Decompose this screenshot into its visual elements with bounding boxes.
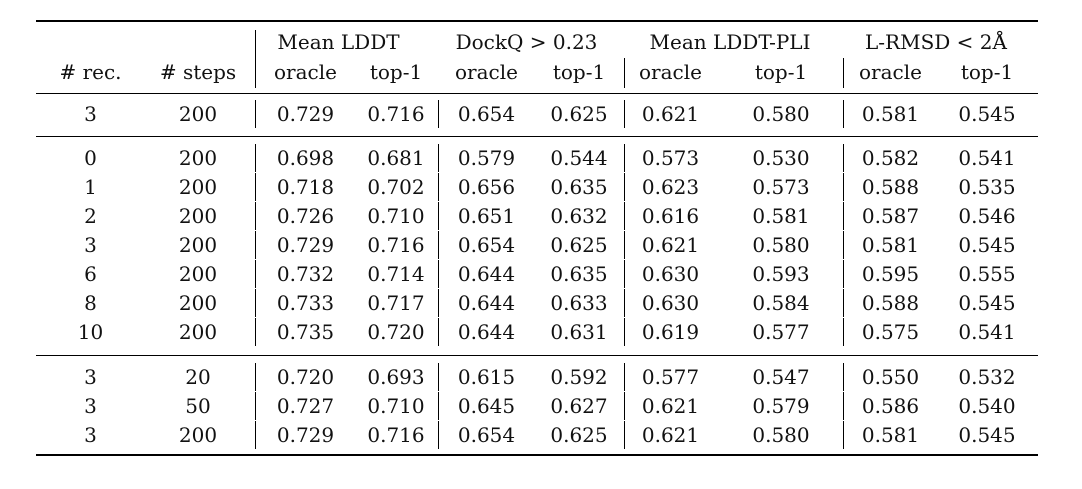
cell-pli-top1: 0.581	[752, 204, 810, 228]
bottom-rule	[36, 454, 1038, 456]
row-column-separator-2	[438, 231, 439, 259]
cell-rmsd-top1: 0.545	[958, 291, 1016, 315]
column-header-dockq-top1: top-1	[552, 60, 606, 84]
cell-steps: 200	[178, 233, 218, 257]
row-column-separator-2	[438, 260, 439, 288]
row-column-separator-1	[255, 100, 256, 128]
row-column-separator-4	[843, 144, 844, 172]
cell-pli-top1: 0.577	[752, 320, 810, 344]
header-separator-3	[624, 58, 625, 88]
cell-mean-lddt-oracle: 0.726	[276, 204, 335, 228]
cell-dockq-oracle: 0.644	[457, 262, 516, 286]
cell-mean-lddt-top1: 0.693	[367, 365, 425, 389]
row-column-separator-1	[255, 421, 256, 449]
cell-mean-lddt-oracle: 0.733	[276, 291, 335, 315]
cell-rec: 1	[84, 175, 97, 199]
cell-dockq-oracle: 0.656	[457, 175, 516, 199]
cell-rec: 3	[84, 233, 97, 257]
cell-pli-top1: 0.584	[752, 291, 810, 315]
cell-dockq-oracle: 0.654	[457, 423, 516, 447]
cell-pli-top1: 0.580	[752, 233, 810, 257]
row-column-separator-3	[624, 100, 625, 128]
group-header-mean-lddt: Mean LDDT	[277, 30, 400, 54]
cell-dockq-oracle: 0.654	[457, 233, 516, 257]
row-column-separator-1	[255, 231, 256, 259]
row-column-separator-4	[843, 318, 844, 346]
cell-dockq-top1: 0.627	[550, 394, 608, 418]
cell-mean-lddt-top1: 0.714	[367, 262, 425, 286]
cell-rmsd-top1: 0.545	[958, 102, 1016, 126]
column-header-steps: # steps	[159, 60, 237, 84]
row-column-separator-1	[255, 318, 256, 346]
cell-rec: 2	[84, 204, 97, 228]
header-rule	[36, 93, 1038, 94]
cell-pli-oracle: 0.577	[641, 365, 700, 389]
row-column-separator-4	[843, 173, 844, 201]
column-header-pli-oracle: oracle	[639, 60, 702, 84]
cell-steps: 200	[178, 423, 218, 447]
results-table	[36, 20, 1038, 456]
row-column-separator-3	[624, 318, 625, 346]
cell-dockq-oracle: 0.651	[457, 204, 516, 228]
header-separator-2	[255, 58, 256, 88]
cell-rmsd-top1: 0.541	[958, 146, 1016, 170]
cell-pli-oracle: 0.573	[641, 146, 700, 170]
column-header-dockq-oracle: oracle	[455, 60, 518, 84]
cell-dockq-top1: 0.631	[550, 320, 608, 344]
row-column-separator-1	[255, 173, 256, 201]
row-column-separator-2	[438, 363, 439, 391]
cell-mean-lddt-top1: 0.716	[367, 233, 425, 257]
row-column-separator-1	[255, 289, 256, 317]
column-header-rmsd-top1: top-1	[960, 60, 1014, 84]
cell-rmsd-top1: 0.541	[958, 320, 1016, 344]
row-column-separator-3	[624, 363, 625, 391]
cell-rmsd-oracle: 0.581	[861, 423, 920, 447]
header-separator-4	[843, 58, 844, 88]
row-column-separator-1	[255, 144, 256, 172]
row-column-separator-2	[438, 202, 439, 230]
cell-rec: 10	[77, 320, 104, 344]
group-header-l-rmsd: L-RMSD < 2Å	[865, 30, 1007, 54]
cell-rmsd-oracle: 0.595	[861, 262, 920, 286]
cell-mean-lddt-oracle: 0.727	[276, 394, 335, 418]
cell-mean-lddt-top1: 0.710	[367, 204, 425, 228]
cell-pli-top1: 0.530	[752, 146, 810, 170]
cell-pli-oracle: 0.630	[641, 291, 700, 315]
cell-rmsd-oracle: 0.588	[861, 175, 920, 199]
cell-dockq-top1: 0.635	[550, 262, 608, 286]
cell-mean-lddt-oracle: 0.718	[276, 175, 335, 199]
cell-mean-lddt-top1: 0.716	[367, 423, 425, 447]
cell-pli-oracle: 0.623	[641, 175, 700, 199]
row-column-separator-2	[438, 318, 439, 346]
cell-rmsd-oracle: 0.550	[861, 365, 920, 389]
cell-dockq-top1: 0.633	[550, 291, 608, 315]
cell-rec: 3	[84, 423, 97, 447]
row-column-separator-4	[843, 392, 844, 420]
cell-dockq-top1: 0.632	[550, 204, 608, 228]
cell-mean-lddt-top1: 0.716	[367, 102, 425, 126]
cell-rmsd-top1: 0.532	[958, 365, 1016, 389]
cell-rmsd-top1: 0.546	[958, 204, 1016, 228]
cell-steps: 200	[178, 204, 218, 228]
cell-rmsd-top1: 0.545	[958, 233, 1016, 257]
cell-rmsd-top1: 0.545	[958, 423, 1016, 447]
row-column-separator-4	[843, 202, 844, 230]
row-column-separator-4	[843, 260, 844, 288]
cell-rmsd-oracle: 0.582	[861, 146, 920, 170]
column-header-rec: # rec.	[59, 60, 122, 84]
cell-mean-lddt-oracle: 0.729	[276, 102, 335, 126]
cell-dockq-top1: 0.544	[550, 146, 608, 170]
row-column-separator-1	[255, 260, 256, 288]
cell-rmsd-oracle: 0.588	[861, 291, 920, 315]
cell-dockq-top1: 0.625	[550, 102, 608, 126]
cell-dockq-top1: 0.625	[550, 233, 608, 257]
cell-pli-top1: 0.580	[752, 102, 810, 126]
cell-steps: 200	[178, 262, 218, 286]
cell-mean-lddt-oracle: 0.729	[276, 233, 335, 257]
cell-dockq-oracle: 0.615	[457, 365, 516, 389]
row-column-separator-4	[843, 289, 844, 317]
group-header-mean-lddt-pli: Mean LDDT-PLI	[649, 30, 811, 54]
row-column-separator-3	[624, 144, 625, 172]
cell-mean-lddt-top1: 0.717	[367, 291, 425, 315]
cell-rmsd-oracle: 0.586	[861, 394, 920, 418]
cell-pli-top1: 0.579	[752, 394, 810, 418]
column-header-mean-lddt-top1: top-1	[369, 60, 423, 84]
cell-pli-top1: 0.593	[752, 262, 810, 286]
cell-rmsd-top1: 0.555	[958, 262, 1016, 286]
row-column-separator-3	[624, 392, 625, 420]
row-column-separator-2	[438, 173, 439, 201]
row-column-separator-3	[624, 202, 625, 230]
cell-mean-lddt-oracle: 0.729	[276, 423, 335, 447]
header-separator-1	[255, 30, 256, 58]
cell-dockq-oracle: 0.645	[457, 394, 516, 418]
cell-rec: 6	[84, 262, 97, 286]
cell-steps: 200	[178, 320, 218, 344]
cell-pli-oracle: 0.616	[641, 204, 700, 228]
section-rule-1	[36, 136, 1038, 137]
cell-rmsd-oracle: 0.581	[861, 233, 920, 257]
cell-dockq-top1: 0.635	[550, 175, 608, 199]
cell-steps: 200	[178, 146, 218, 170]
cell-steps: 50	[185, 394, 211, 418]
cell-dockq-oracle: 0.654	[457, 102, 516, 126]
cell-pli-top1: 0.580	[752, 423, 810, 447]
cell-pli-oracle: 0.621	[641, 423, 700, 447]
cell-rec: 0	[84, 146, 97, 170]
row-column-separator-2	[438, 100, 439, 128]
cell-rmsd-oracle: 0.581	[861, 102, 920, 126]
column-header-pli-top1: top-1	[754, 60, 808, 84]
cell-steps: 200	[178, 291, 218, 315]
cell-steps: 200	[178, 175, 218, 199]
cell-mean-lddt-top1: 0.702	[367, 175, 425, 199]
cell-mean-lddt-oracle: 0.698	[276, 146, 335, 170]
cell-mean-lddt-top1: 0.681	[367, 146, 425, 170]
cell-rmsd-oracle: 0.587	[861, 204, 920, 228]
cell-mean-lddt-oracle: 0.735	[276, 320, 335, 344]
cell-dockq-oracle: 0.579	[457, 146, 516, 170]
cell-dockq-top1: 0.592	[550, 365, 608, 389]
row-column-separator-3	[624, 231, 625, 259]
cell-dockq-top1: 0.625	[550, 423, 608, 447]
section-rule-2	[36, 355, 1038, 356]
cell-dockq-oracle: 0.644	[457, 291, 516, 315]
cell-rec: 8	[84, 291, 97, 315]
row-column-separator-4	[843, 363, 844, 391]
row-column-separator-2	[438, 289, 439, 317]
row-column-separator-4	[843, 421, 844, 449]
cell-pli-oracle: 0.619	[641, 320, 700, 344]
row-column-separator-2	[438, 392, 439, 420]
cell-rmsd-top1: 0.540	[958, 394, 1016, 418]
cell-pli-top1: 0.573	[752, 175, 810, 199]
cell-pli-top1: 0.547	[752, 365, 810, 389]
row-column-separator-2	[438, 421, 439, 449]
column-header-rmsd-oracle: oracle	[859, 60, 922, 84]
row-column-separator-3	[624, 260, 625, 288]
row-column-separator-1	[255, 392, 256, 420]
cell-rec: 3	[84, 365, 97, 389]
cell-rmsd-top1: 0.535	[958, 175, 1016, 199]
row-column-separator-2	[438, 144, 439, 172]
cell-mean-lddt-oracle: 0.720	[276, 365, 335, 389]
row-column-separator-4	[843, 100, 844, 128]
cell-pli-oracle: 0.621	[641, 233, 700, 257]
column-header-mean-lddt-oracle: oracle	[274, 60, 337, 84]
cell-rec: 3	[84, 102, 97, 126]
cell-steps: 20	[185, 365, 211, 389]
row-column-separator-3	[624, 289, 625, 317]
row-column-separator-1	[255, 363, 256, 391]
cell-mean-lddt-oracle: 0.732	[276, 262, 335, 286]
row-column-separator-3	[624, 173, 625, 201]
cell-dockq-oracle: 0.644	[457, 320, 516, 344]
row-column-separator-1	[255, 202, 256, 230]
cell-rec: 3	[84, 394, 97, 418]
cell-pli-oracle: 0.621	[641, 102, 700, 126]
group-header-dockq: DockQ > 0.23	[455, 30, 598, 54]
cell-steps: 200	[178, 102, 218, 126]
row-column-separator-4	[843, 231, 844, 259]
cell-pli-oracle: 0.621	[641, 394, 700, 418]
cell-mean-lddt-top1: 0.720	[367, 320, 425, 344]
row-column-separator-3	[624, 421, 625, 449]
cell-rmsd-oracle: 0.575	[861, 320, 920, 344]
cell-pli-oracle: 0.630	[641, 262, 700, 286]
cell-mean-lddt-top1: 0.710	[367, 394, 425, 418]
